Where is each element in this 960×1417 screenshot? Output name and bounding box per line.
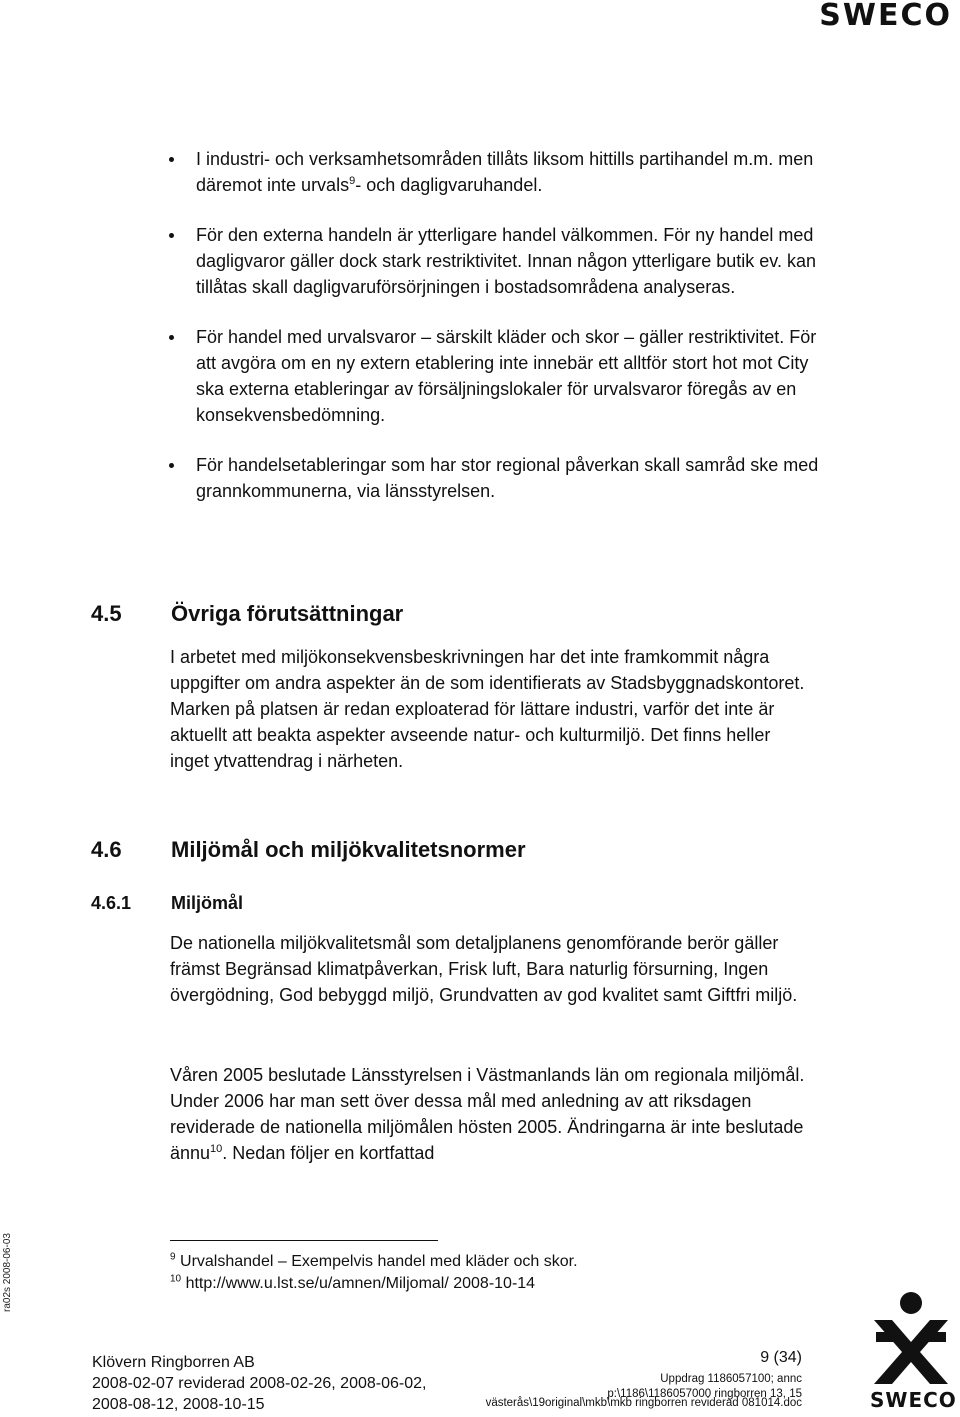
footer-assignment: Uppdrag 1186057100; annc [660, 1373, 802, 1385]
footnote [170, 1274, 535, 1294]
section-title: Miljömål och miljökvalitetsnormer [171, 837, 526, 862]
section-title: Övriga förutsättningar [171, 601, 404, 626]
footnote-divider [170, 1240, 438, 1241]
bullet-text: För den externa handeln är ytterligare handel välkommen. För ny handel med dagligvaror gäller dock stark restriktivitet. Innan någon ytterligare butik ev. kan tillåtas skall dagligvaruförsörjningen i bostadsområdena analyseras. [196, 225, 816, 297]
footnote-ref[interactable]: 9 [349, 175, 356, 187]
section-number: 4.5 [91, 601, 122, 626]
document-code: ra02s 2008-06-03 [2, 1233, 13, 1312]
section-heading-4-6 [91, 837, 791, 867]
section-title: Miljömål [171, 893, 244, 913]
footnote-text: Urvalshandel – Exempelvis handel med kläder och skor. [180, 1253, 578, 1270]
footer-right [600, 1348, 802, 1402]
bullet-icon [169, 463, 174, 468]
bullet-icon [169, 233, 174, 238]
bullet-text: I industri- och verksamhetsområden tillåts liksom hittills partihandel m.m. men däremot inte urvals [196, 149, 814, 195]
para-text-cont: . Nedan följer en kortfattad [222, 1143, 435, 1163]
section-4-5-body: I arbetet med miljökonsekvensbeskrivningen har det inte framkommit några uppgifter om andra aspekter än de som identifierats av Stadsbyggnadskontoret. Marken på platsen är redan exploaterad för lättare industri, varför det inte är aktuellt att beakta aspekter avseende natur- och kulturmiljö. Det finns heller inget ytvattendrag i närheten. [170, 647, 805, 771]
section-4-6-1-para-1: De nationella miljökvalitetsmål som detaljplanens genomförande berör gäller främst Begränsad klimatpåverkan, Frisk luft, Bara naturlig försurning, Ingen övergödning, God bebyggd miljö, Grundvatten av god kvalitet samt Giftfri miljö. [170, 933, 798, 1005]
sweco-logo-footer: SWECO [870, 1388, 957, 1412]
bullet-icon [169, 157, 174, 162]
footer-path-2: västerås\19original\mkb\mkb ringborren reviderad 081014.doc [485, 1397, 802, 1409]
section-number: 4.6 [91, 837, 122, 862]
footnote-ref[interactable]: 10 [210, 1143, 223, 1155]
sweco-logo-header: SWECO [819, 0, 952, 33]
footnote [170, 1252, 578, 1272]
bullet-text-cont: - och dagligvaruhandel. [355, 175, 543, 195]
para-text: Våren 2005 beslutade Länsstyrelsen i Västmanlands län om regionala miljömål. Under 2006 har man sett över dessa mål med anledning av att riksdagen reviderade de nationella miljömålen hösten 2005. Ändringarna är inte beslutade ännu [170, 1065, 805, 1163]
list-item [163, 324, 823, 428]
footnote-number: 9 [170, 1251, 176, 1263]
section-4-6-1-para-2 [170, 1062, 810, 1166]
footer-left [92, 1352, 432, 1415]
bullet-list [163, 146, 823, 528]
list-item [163, 452, 823, 504]
bullet-icon [169, 335, 174, 340]
footer-company: Klövern Ringborren AB [92, 1354, 255, 1371]
section-number: 4.6.1 [91, 893, 132, 913]
section-heading-4-5 [91, 601, 791, 631]
footnote-number: 10 [170, 1273, 182, 1285]
page-number: 9 (34) [760, 1349, 802, 1366]
bullet-text: För handelsetableringar som har stor regional påverkan skall samråd ske med grannkommunerna, via länsstyrelsen. [196, 455, 819, 501]
section-heading-4-6-1 [91, 893, 791, 919]
list-item [163, 222, 823, 300]
footer-path: p:\1186\1186057000 ringborren 13, 15 [607, 1388, 802, 1400]
footer-dates: 2008-02-07 reviderad 2008-02-26, 2008-06-02, 2008-08-12, 2008-10-15 [92, 1375, 427, 1413]
list-item [163, 146, 823, 198]
bullet-text: För handel med urvalsvaror – särskilt kläder och skor – gäller restriktivitet. För att avgöra om en ny extern etablering inte innebär ett alltför stort hot mot City ska externa etableringar av försäljningslokaler för urvalsvaror föregås av en konsekvensbedömning. [196, 327, 817, 425]
footnote-link[interactable]: http://www.u.lst.se/u/amnen/Miljomal/ 2008-10-14 [185, 1275, 536, 1292]
